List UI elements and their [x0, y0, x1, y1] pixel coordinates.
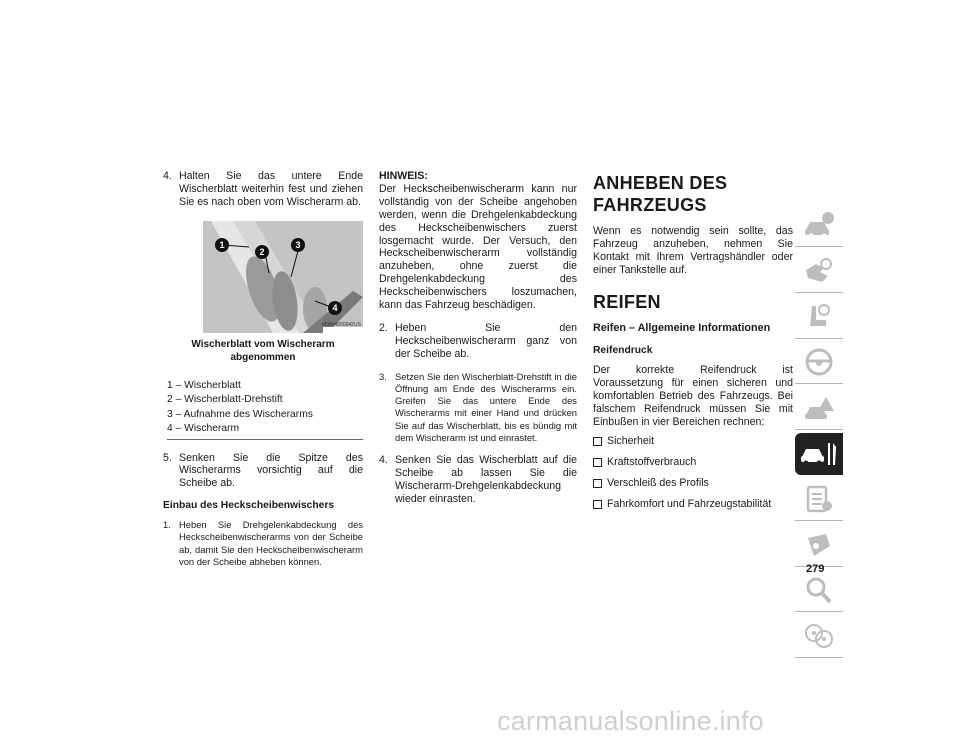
- paragraph-tire-pressure: Der korrekte Reifendruck ist Voraussetzung für einen sicheren und komfortablen Betrieb des Fahrzeugs. Bei falschem Reifendruck müssen Sie mit Einbußen in vier Bereichen rechnen:: [593, 364, 793, 429]
- legend-item: 1 – Wischerblatt: [167, 379, 241, 391]
- bullet-item: [593, 498, 793, 511]
- bullet-text: Verschleiß des Profils: [607, 476, 709, 489]
- car-tools-icon: [799, 439, 839, 469]
- figure-caption: Wischerblatt vom Wischerarm abgenommen: [191, 338, 335, 363]
- callout-3: 3: [291, 238, 305, 252]
- step-number: 4.: [379, 453, 388, 466]
- watermark: carmanualsonline.info: [497, 706, 764, 736]
- tab-specs[interactable]: [795, 524, 843, 567]
- tab-checklist[interactable]: [795, 478, 843, 521]
- step-text: Heben Sie Drehgelenkabdeckung des Heckscheibenwischerarms von der Scheibe ab, damit Sie den Heckscheibenwischerarm von der Scheibe abheben können.: [179, 519, 363, 567]
- figure-legend: [167, 379, 363, 440]
- tab-search[interactable]: [795, 569, 843, 612]
- step-text: Halten Sie das untere Ende Wischerblatt weiterhin fest und ziehen Sie es nach oben vom Wischerarm ab.: [179, 170, 363, 208]
- wiper-illustration: [203, 221, 363, 333]
- step-number: 1.: [163, 519, 171, 531]
- step-number: 5.: [163, 451, 172, 464]
- step-4-remove: [163, 170, 363, 209]
- legend-item: 3 – Aufnahme des Wischerarms: [167, 408, 313, 420]
- step-number: 3.: [379, 370, 387, 382]
- car-specs-icon: [802, 530, 836, 560]
- subheading-tire-pressure: Reifendruck: [593, 344, 653, 356]
- hand-key-icon: [802, 256, 836, 286]
- heading-tires: REIFEN: [593, 291, 661, 312]
- bullet-text: Kraftstoffverbrauch: [607, 455, 697, 468]
- step-text: Setzen Sie den Wischerblatt-Drehstift in die Öffnung am Ende des Wischerarms ein. Greifen Sie das untere Ende des Wischerarms mit einer Hand und drücken Sie auf das Wischerblatt, bis es bündig mit dem Wischerarm ist und einrastet.: [395, 370, 577, 443]
- step-text: Senken Sie das Wischerblatt auf die Scheibe ab lassen Sie die Wischerarm-Drehgelenkabdeckung wieder einrasten.: [395, 453, 577, 505]
- subheading-installation: Einbau des Heckscheibenwischers: [163, 500, 335, 512]
- checklist-icon: [802, 484, 836, 514]
- checkbox-square-icon: [593, 458, 602, 467]
- page-number: 279: [806, 563, 825, 575]
- tab-languages[interactable]: [795, 615, 843, 658]
- bullet-item: [593, 435, 793, 448]
- step-2-install: [379, 322, 577, 361]
- callout-2: 2: [255, 245, 269, 259]
- callout-1: 1: [215, 238, 229, 252]
- figure-code: M0804000042US: [322, 321, 361, 328]
- column-middle: [379, 170, 577, 516]
- tab-car-info[interactable]: [795, 204, 843, 247]
- bullet-text: Sicherheit: [607, 434, 655, 447]
- paragraph-lifting: Wenn es notwendig sein sollte, das Fahrzeug anzuheben, nehmen Sie Kontakt mit Ihrem Vertragshändler oder einer Tankstelle auf.: [593, 225, 793, 276]
- note-text: Der Heckscheibenwischerarm kann nur vollständig von der Scheibe angehoben werden, wenn die Drehgelenkabdeckung des Heckscheibenwischers zuerst losgemacht wurde. Der Versuch, den Heckscheibenwischerarm vollständig anzuheben, ohne zuerst die Drehgelenkabdeckung des Heckscheibenwischers loszumachen, kann das Fahrzeug beschädigen.: [379, 182, 577, 312]
- bullet-item: [593, 456, 793, 469]
- note-label: HINWEIS:: [379, 170, 428, 182]
- bullet-item: [593, 477, 793, 490]
- step-3-install: [379, 371, 577, 444]
- legend-item: 4 – Wischerarm: [167, 423, 240, 435]
- bullet-text: Fahrkomfort und Fahrzeugstabilität: [607, 497, 772, 510]
- step-4-install: [379, 454, 577, 506]
- tab-seats[interactable]: [795, 296, 843, 339]
- column-right: [593, 170, 793, 519]
- car-info-icon: [802, 210, 836, 240]
- step-text: Senken Sie die Spitze des Wischerarms vorsichtig auf die Scheibe ab.: [179, 451, 363, 490]
- tab-steering[interactable]: [795, 341, 843, 384]
- heading-vehicle-lifting: ANHEBEN DES FAHRZEUGS: [593, 173, 728, 215]
- tab-service-active[interactable]: [795, 433, 843, 475]
- step-number: 2.: [379, 321, 388, 334]
- checkbox-square-icon: [593, 479, 602, 488]
- step-1-install: [163, 519, 363, 568]
- step-5-lower: [163, 452, 363, 491]
- checkbox-square-icon: [593, 437, 602, 446]
- languages-icon: [802, 621, 836, 651]
- search-icon: [802, 575, 836, 605]
- chapter-tabs: [795, 204, 843, 661]
- wiper-figure: [203, 221, 363, 333]
- car-warning-icon: [802, 393, 836, 423]
- column-left: [163, 170, 363, 578]
- step-number: 4.: [163, 170, 172, 182]
- checkbox-square-icon: [593, 500, 602, 509]
- steering-wheel-icon: [802, 347, 836, 377]
- tab-warnings[interactable]: [795, 387, 843, 430]
- step-text: Heben Sie den Heckscheibenwischerarm ganz von der Scheibe ab.: [395, 321, 577, 360]
- subheading-tires-general: Reifen – Allgemeine Informationen: [593, 321, 771, 334]
- callout-4: 4: [328, 301, 342, 315]
- legend-item: 2 – Wischerblatt-Drehstift: [167, 394, 283, 406]
- car-seat-icon: [802, 302, 836, 332]
- tab-keys[interactable]: [795, 250, 843, 293]
